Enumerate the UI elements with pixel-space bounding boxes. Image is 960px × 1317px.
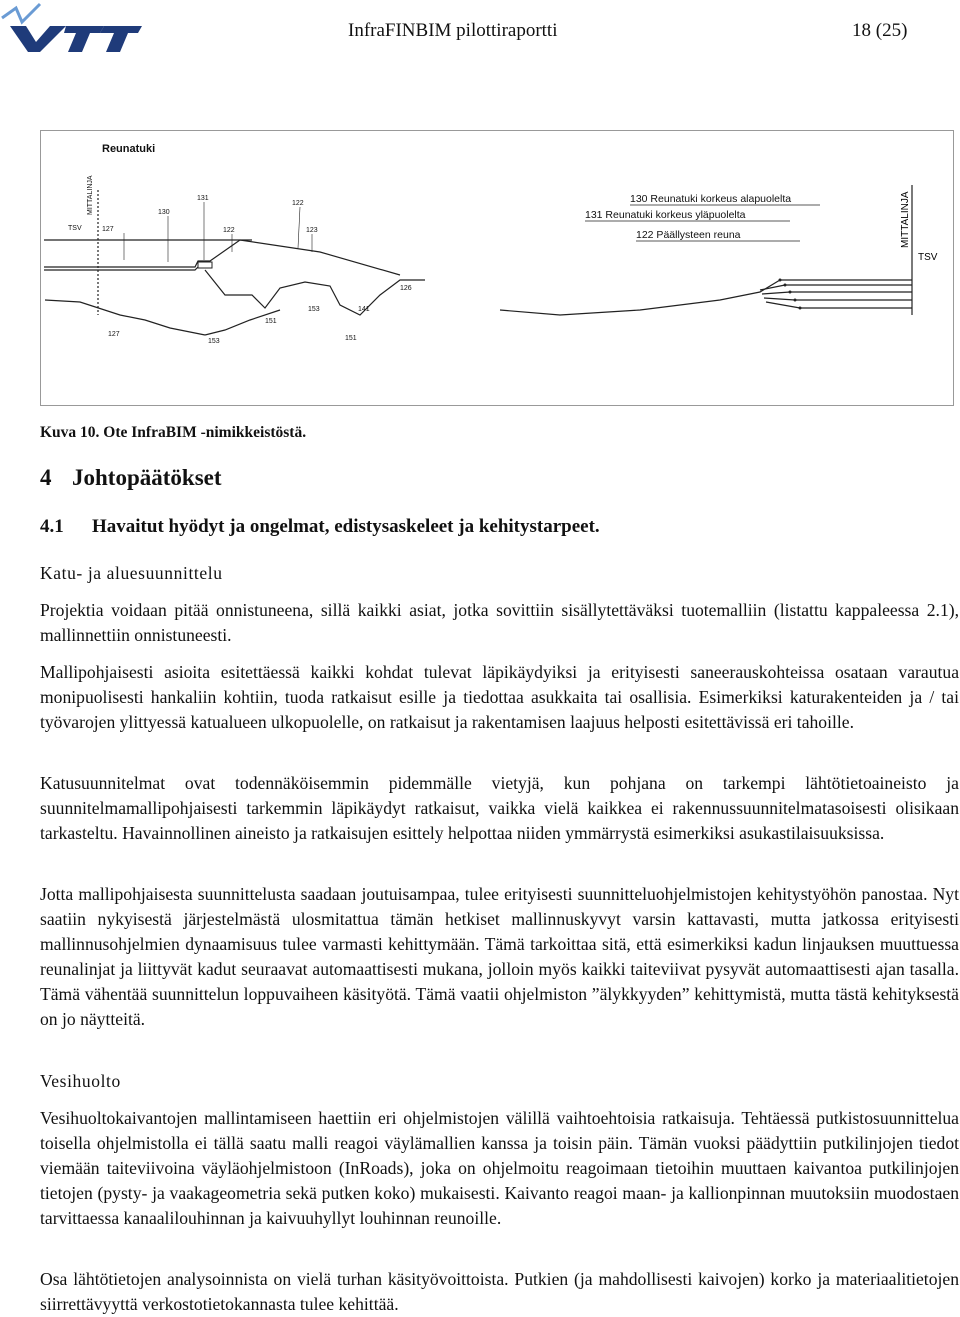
svg-text:141: 141	[358, 306, 370, 313]
svg-text:151: 151	[265, 318, 277, 325]
paragraph-5: Vesihuoltokaivantojen mallintamiseen haettiin eri ohjelmistojen välillä vaihtoehtoisia ratkaisuja. Tehtäessä putkistosuunnittelua toisella ohjelmistolla ei tällä saatu malli reagoi väylämallien kanssa ja toisin päin. Tämän vuoksi päädyttiin putkilinjojen tiedot viemään taiteviivoina väyläohjelmistoon (InRoads), joka on ohjelmoitu reagoimaan tietoihin muuttaen kaivantoa putkilinjojen tietojen (pysty- ja vaakageometria sekä putken koko) mukaisesti. Kaivanto reagoi maan- ja kallionpinnan muutoksiin muodostaen tarvittaessa kanaalilouhinnan ja kaivuuhyllyt louhinnan reunoille.	[40, 1108, 959, 1228]
svg-text:127: 127	[102, 226, 114, 233]
svg-text:TSV: TSV	[918, 252, 938, 263]
running-header: InfraFINBIM pilottiraportti	[348, 20, 558, 41]
svg-text:TSV: TSV	[68, 225, 82, 232]
figure-caption: Kuva 10. Ote InfraBIM -nimikkeistöstä.	[40, 424, 307, 441]
svg-text:126: 126	[400, 285, 412, 292]
vtt-logo	[0, 0, 145, 60]
paragraph-4: Jotta mallipohjaisesta suunnittelusta saadaan joutuisampaa, tulee erityisesti suunnitteluohjelmistojen kehitystyöhön panostaa. Nyt saatiin nykyisestä järjestelmästä ulosmitattua tämän hetkiset mallinnuskyvyt varsin kattavasti, mutta jatkossa erityisesti mallinnusohjelmien dynaamisuus tulee varmasti kehittymään. Tämä tarkoittaa sitä, että esimerkiksi kadun linjauksen muuttuessa reunalinjat ja liittyvät kadut seuraavat automaattisesti mukana, jolloin myös kaikki taiteviivat pysyvät automaattisesti ajan tasalla. Tämä vähentää suunnittelun loppuvaiheen käsityötä. Tämä vaatii ohjelmiston ”älykkyyden” kehittymistä, mutta tästä kehityksestä on jo näytteitä.	[40, 884, 959, 1029]
subheading-katu: Katu- ja aluesuunnittelu	[40, 563, 223, 583]
svg-text:122: 122	[223, 227, 235, 234]
svg-text:153: 153	[208, 338, 220, 345]
svg-text:151: 151	[345, 335, 357, 342]
subheading-vesihuolto: Vesihuolto	[40, 1071, 121, 1091]
svg-text:130: 130	[158, 209, 170, 216]
svg-text:130 Reunatuki korkeus alapuole: 130 Reunatuki korkeus alapuolelta	[630, 193, 792, 205]
paragraph-6: Osa lähtötietojen analysoinnista on vielä turhan käsityövoittoista. Putkien (ja mahdollisesti kaivojen) korko ja materiaalitietojen siirrettävyyttä verkostotietokannasta tulee kehittää.	[40, 1269, 959, 1314]
svg-text:MITTALINJA: MITTALINJA	[87, 175, 94, 215]
svg-text:127: 127	[108, 331, 120, 338]
svg-text:123: 123	[306, 227, 318, 234]
svg-text:MITTALINJA: MITTALINJA	[900, 191, 911, 248]
infrabim-figure	[40, 130, 954, 406]
svg-text:131: 131	[197, 195, 209, 202]
section-number: 4	[40, 465, 52, 490]
section-heading	[40, 465, 222, 491]
section-title: Johtopäätökset	[72, 465, 222, 490]
paragraph-3: Katusuunnitelmat ovat todennäköisemmin pidemmälle vietyjä, kun pohjana on tarkempi lähtötietoaineisto ja suunnitelmamallipohjaisesti tarkemmin läpikäydyt ratkaisut, vaikka vielä kaikkea ei rakennussuunnitelmatasoisesti olisikaan tarkasteltu. Havainnollinen aineisto ja ratkaisujen esittely helpottaa niiden ymmärrystä esimerkiksi asukastilaisuuksissa.	[40, 773, 959, 843]
paragraph-2: Mallipohjaisesti asioita esitettäessä kaikki kohdat tulevat läpikäydyiksi ja erityisesti saneerauskohteissa osataan varautua monipuolisesti hankaliin kohtiin, tuoda ratkaisut esille ja tiedottaa asukkaita tai osallisia. Esimerkiksi katurakenteiden ja / tai työvarojen ylittyessä katualueen ulkopuolelle, on ratkaisut ja rakentamisen laajuus helposti esitettävissä eri tahoille.	[40, 662, 959, 732]
svg-text:131 Reunatuki korkeus yläpuole: 131 Reunatuki korkeus yläpuolelta	[585, 209, 746, 221]
paragraph-1: Projektia voidaan pitää onnistuneena, sillä kaikki asiat, jotka sovittiin sisällytettäväksi tuotemalliin (listattu kappaleessa 2.1), mallinnettiin onnistuneesti.	[40, 600, 959, 645]
svg-text:122: 122	[292, 200, 304, 207]
subsection-number: 4.1	[40, 516, 64, 537]
page-number: 18 (25)	[852, 20, 908, 41]
subsection-title: Havaitut hyödyt ja ongelmat, edistysaskeleet ja kehitystarpeet.	[92, 516, 600, 537]
svg-text:122 Päällysteen reuna: 122 Päällysteen reuna	[636, 229, 741, 241]
subsection-heading	[40, 516, 600, 538]
figure-title: Reunatuki	[102, 143, 156, 155]
svg-text:153: 153	[308, 306, 320, 313]
